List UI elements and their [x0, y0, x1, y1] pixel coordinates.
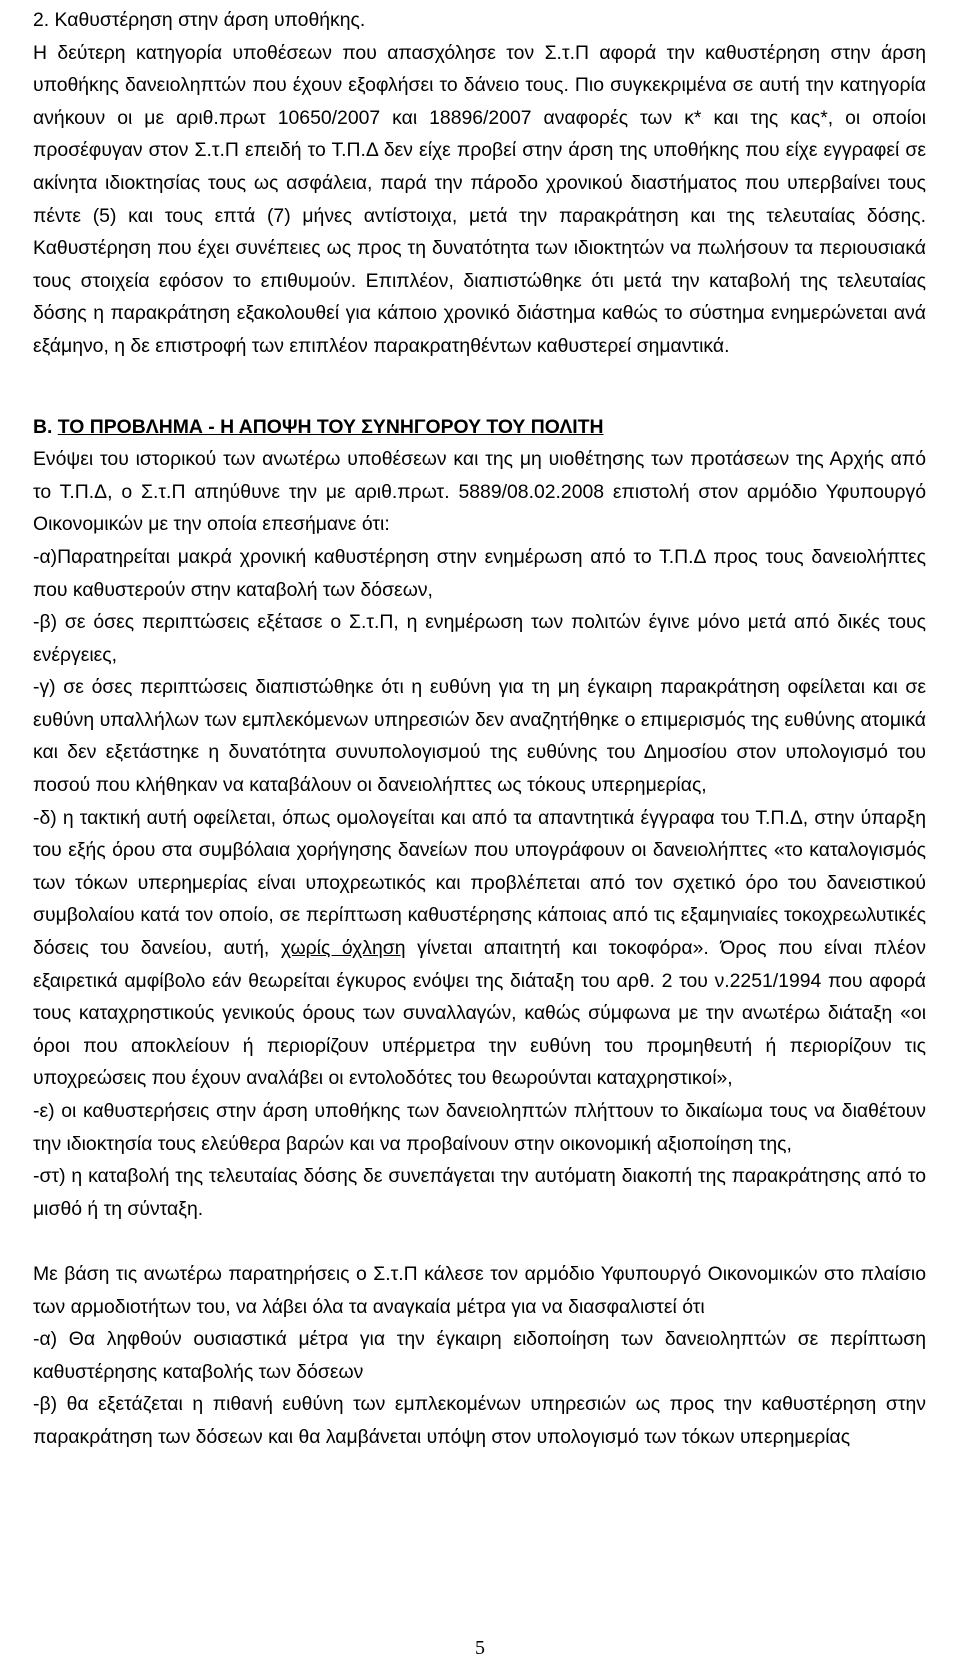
point-d-text-after: γίνεται απαιτητή και τοκοφόρα». Όρος που είναι πλέον εξαιρετικά αμφίβολο εάν θεωρείται έγκυρος ενόψει της διάταξη του αρθ. 2 του ν.2251/1994 που αφορά τους καταχρηστικούς γενικούς όρους των συναλλαγών, καθώς σύμφωνα με την ανωτέρω διάταξη «οι όροι που αποκλείουν ή περιορίζουν υπέρμετρα την ευθύνη του προμηθευτή ή περιορίζουν τις υποχρεώσεις που έχουν αναλάβει οι εντολοδότες του θεωρούνται καταχρηστικοί», [33, 937, 926, 1090]
section-title: 2. Καθυστέρηση στην άρση υποθήκης. [33, 9, 366, 31]
point-d-text-before: -δ) η τακτική αυτή οφείλεται, όπως ομολογείται και από τα απαντητικά έγγραφα του Τ.Π.Δ, στην ύπαρξη του εξής όρου στα συμβόλαια χορήγησης δανείων που υπογράφουν οι δανειολήπτες «το καταλογισμός των τόκων υπερημερίας είναι υποχρεωτικός και προβλέπεται από τον σχετικό όρο του δανειστικού συμβολαίου κατά τον οποίο, σε περίπτωση καθυστέρησης κάποιας από τις εξαμηνιαίες τοκοχρεωλυτικές δόσεις του δανείου, αυτή, [33, 806, 926, 960]
point-e: -ε) οι καθυστερήσεις στην άρση υποθήκης των δανειοληπτών πλήττουν το δικαίωμα τους να διαθέτουν την ιδιοκτησία τους ελεύθερα βαρών και να προβαίνουν στην οικονομική αξιοποίηση της, [33, 1100, 926, 1155]
document-body [33, 4, 926, 1454]
point-d [33, 802, 926, 1095]
point-d-underlined-text: χωρίς όχληση [280, 937, 406, 960]
heading-underlined-text: ΤΟ ΠΡΟΒΛΗΜΑ - Η ΑΠΟΨΗ ΤΟΥ ΣΥΝΗΓΟΡΟΥ ΤΟΥ ΠΟΛΙΤΗ [57, 415, 604, 438]
closing-intro: Με βάση τις ανωτέρω παρατηρήσεις ο Σ.τ.Π κάλεσε τον αρμόδιο Υφυπουργό Οικονομικών στο πλαίσιο των αρμοδιοτήτων του, να λάβει όλα τα αναγκαία μέτρα για να διασφαλιστεί ότι [33, 1262, 926, 1318]
heading-prefix: Β. [33, 415, 58, 438]
spacer [33, 363, 926, 411]
point-c: -γ) σε όσες περιπτώσεις διαπιστώθηκε ότι η ευθύνη για τη μη έγκαιρη παρακράτηση οφείλεται και σε ευθύνη υπαλλήλων των εμπλεκόμενων υπηρεσιών δεν αναζητήθηκε ο επιμερισμός της ευθύνης ατομικά και δεν εξετάστηκε η δυνατότητα συνυπολογισμού της ευθύνης του Δημοσίου στον υπολογισμό του ποσού που κλήθηκαν να καταβάλουν οι δανειολήπτες ως τόκους υπερημερίας, [33, 676, 926, 797]
intro-paragraph: Ενόψει του ιστορικού των ανωτέρω υποθέσεων και της μη υιοθέτησης των προτάσεων της Αρχής από το Τ.Π.Δ, ο Σ.τ.Π απηύθυνε την με αριθ.πρωτ. 5889/08.02.2008 επιστολή στον αρμόδιο Υφυπουργό Οικονομικών με την οποία επεσήμανε ότι: [33, 448, 926, 536]
closing-point-b: -β) θα εξετάζεται η πιθανή ευθύνη των εμπλεκομένων υπηρεσιών ως προς την καθυστέρηση στην παρακράτηση των δόσεων και θα λαμβάνεται υπόψη στον υπολογισμό των τόκων υπερημερίας [33, 1393, 926, 1448]
heading-problem [33, 411, 926, 444]
spacer [33, 1225, 926, 1258]
point-a: -α)Παρατηρείται μακρά χρονική καθυστέρηση στην ενημέρωση από το Τ.Π.Δ προς τους δανειολήπτες που καθυστερούν στην καταβολή των δόσεων, [33, 545, 926, 601]
closing-point-a: -α) Θα ληφθούν ουσιαστικά μέτρα για την έγκαιρη ειδοποίηση των δανειοληπτών σε περίπτωση καθυστέρησης καταβολής των δόσεων [33, 1328, 926, 1383]
point-f: -στ) η καταβολή της τελευταίας δόσης δε συνεπάγεται την αυτόματη διακοπή της παρακράτησης από το μισθό ή τη σύνταξη. [33, 1165, 926, 1220]
paragraph-delay: Η δεύτερη κατηγορία υποθέσεων που απασχόλησε τον Σ.τ.Π αφορά την καθυστέρηση στην άρση υποθήκης δανειοληπτών που έχουν εξοφλήσει το δάνειο τους. Πιο συγκεκριμένα σε αυτή την κατηγορία ανήκουν οι με αριθ.πρωτ 10650/2007 και 18896/2007 αναφορές των κ* και της κας*, οι οποίοι προσέφυγαν στον Σ.τ.Π επειδή το Τ.Π.Δ δεν είχε προβεί στην άρση της υποθήκης που είχε εγγραφεί σε ακίνητα ιδιοκτησίας τους ως ασφάλεια, παρά την πάροδο χρονικού διαστήματος που υπερβαίνει τους πέντε (5) και τους επτά (7) μήνες αντίστοιχα, μετά την παρακράτηση και της τελευταίας δόσης. Καθυστέρηση που έχει συνέπειες ως προς τη δυνατότητα των ιδιοκτητών να πωλήσουν τα περιουσιακά τους στοιχεία εφόσον το επιθυμούν. Επιπλέον, διαπιστώθηκε ότι μετά την καταβολή της τελευταίας δόσης η παρακράτηση εξακολουθεί για κάποιο χρονικό διάστημα καθώς το σύστημα ενημερώνεται ανά εξάμηνο, η δε επιστροφή των επιπλέον παρακρατηθέντων καθυστερεί σημαντικά. [33, 41, 926, 357]
point-b: -β) σε όσες περιπτώσεις εξέτασε ο Σ.τ.Π, η ενημέρωση των πολιτών έγινε μόνο μετά από δικές τους ενέργειες, [33, 611, 926, 666]
page-number: 5 [475, 1637, 485, 1659]
